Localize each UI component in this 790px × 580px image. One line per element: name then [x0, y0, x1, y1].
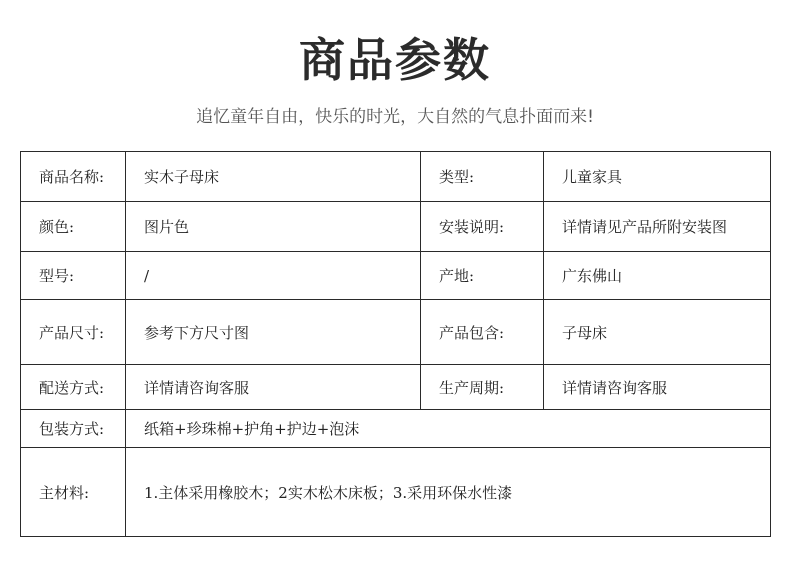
cycle-value: 详情请咨询客服 — [544, 365, 771, 410]
table-row — [21, 252, 771, 300]
size-label: 产品尺寸: — [21, 300, 126, 365]
origin-value: 广东佛山 — [544, 252, 771, 300]
packing-label: 包装方式: — [21, 410, 126, 448]
install-label: 安装说明: — [421, 202, 544, 252]
page-title: 商品参数 — [299, 33, 491, 87]
origin-label: 产地: — [421, 252, 544, 300]
material-label: 主材料: — [21, 448, 126, 537]
name-value: 实木子母床 — [126, 152, 421, 202]
model-label: 型号: — [21, 252, 126, 300]
cycle-label: 生产周期: — [421, 365, 544, 410]
type-label: 类型: — [421, 152, 544, 202]
name-label: 商品名称: — [21, 152, 126, 202]
table-row — [21, 152, 771, 202]
table-row — [21, 300, 771, 365]
packing-value: 纸箱+珍珠棉+护角+护边+泡沫 — [126, 410, 771, 448]
color-label: 颜色: — [21, 202, 126, 252]
install-value: 详情请见产品所附安装图 — [544, 202, 771, 252]
delivery-value: 详情请咨询客服 — [126, 365, 421, 410]
contents-value: 子母床 — [544, 300, 771, 365]
product-parameters-table — [20, 151, 771, 537]
table-row — [21, 410, 771, 448]
color-value: 图片色 — [126, 202, 421, 252]
table-row — [21, 202, 771, 252]
delivery-label: 配送方式: — [21, 365, 126, 410]
model-value: / — [126, 252, 421, 300]
table-row — [21, 365, 771, 410]
table-row — [21, 448, 771, 537]
page-subtitle: 追忆童年自由，快乐的时光，大自然的气息扑面而来! — [196, 107, 594, 127]
size-value: 参考下方尺寸图 — [126, 300, 421, 365]
contents-label: 产品包含: — [421, 300, 544, 365]
type-value: 儿童家具 — [544, 152, 771, 202]
material-value: 1.主体采用橡胶木；2实木松木床板；3.采用环保水性漆 — [126, 448, 771, 537]
